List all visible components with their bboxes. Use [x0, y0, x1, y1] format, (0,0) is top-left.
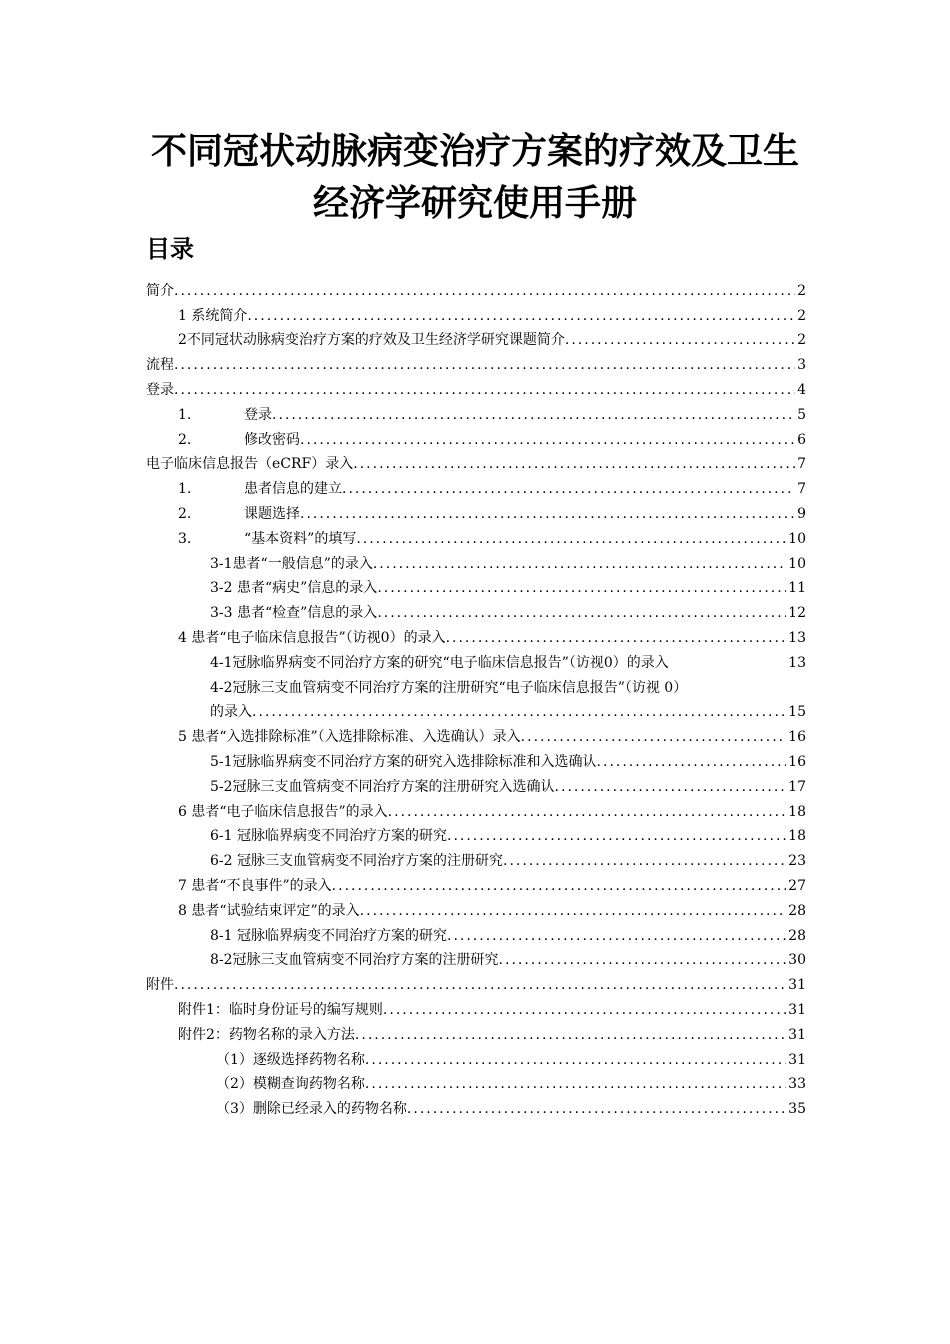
toc-page-number: 2 — [797, 282, 806, 299]
toc-dot-leader — [499, 951, 787, 969]
toc-entry[interactable] — [146, 473, 806, 498]
toc-page-number: 11 — [788, 580, 806, 597]
toc-dot-leader — [247, 307, 795, 325]
toc-dot-leader — [365, 1075, 786, 1093]
toc-page-number: 12 — [788, 605, 806, 622]
toc-page-number: 13 — [788, 654, 806, 671]
toc-entry-text: 7 患者“不良事件”的录入 — [178, 877, 332, 894]
toc-entry-label — [146, 381, 174, 399]
toc-page-number: 31 — [788, 977, 806, 994]
toc-entry-label — [178, 480, 342, 498]
toc-entry-label — [178, 629, 446, 647]
toc-entry-text: 4-1冠脉临界病变不同治疗方案的研究“电子临床信息报告”（访视0）的录入 — [210, 654, 669, 671]
toc-entry-text: 8-2冠脉三支血管病变不同治疗方案的注册研究 — [210, 952, 499, 969]
toc-entry[interactable] — [146, 969, 806, 994]
toc-entry[interactable] — [146, 895, 806, 920]
toc-entry-label — [178, 803, 388, 821]
toc-dot-leader — [521, 728, 787, 746]
toc-entry-number: 1. — [178, 481, 192, 498]
toc-dot-leader — [353, 455, 795, 473]
toc-entry[interactable] — [146, 622, 806, 647]
toc-entry-label — [178, 530, 356, 548]
toc-entry[interactable] — [146, 796, 806, 821]
toc-entry-label — [178, 406, 272, 424]
toc-entry-label — [178, 505, 300, 523]
toc-dot-leader — [383, 1001, 786, 1019]
toc-entry[interactable] — [146, 721, 806, 746]
toc-entry-label — [146, 282, 174, 300]
toc-dot-leader — [555, 778, 787, 796]
toc-entry-text: 患者信息的建立 — [244, 481, 342, 498]
toc-page-number: 6 — [797, 431, 806, 448]
toc-entry[interactable] — [146, 845, 806, 870]
toc-entry-number: 3. — [178, 530, 192, 547]
toc-entry-label — [210, 604, 377, 622]
toc-page-number: 28 — [788, 902, 806, 919]
toc-entry[interactable] — [146, 870, 806, 895]
toc-entry-text: 简介 — [146, 282, 174, 299]
toc-dot-leader — [360, 902, 787, 920]
toc-dot-leader — [272, 406, 795, 424]
toc-entry-text: 3-3 患者“检查”信息的录入 — [210, 605, 378, 622]
toc-entry-text: 4 患者“电子临床信息报告”（访视0）的录入 — [178, 629, 446, 646]
toc-entry[interactable] — [146, 548, 806, 573]
toc-dot-leader — [447, 927, 786, 945]
toc-dot-leader — [377, 604, 786, 622]
toc-entry-text: 6-1 冠脉临界病变不同治疗方案的研究 — [210, 828, 447, 845]
toc-entry[interactable] — [146, 498, 806, 523]
toc-page-number: 35 — [788, 1101, 806, 1118]
toc-entry[interactable] — [146, 647, 806, 672]
toc-page-number: 30 — [788, 952, 806, 969]
toc-entry-text: 修改密码 — [244, 431, 300, 448]
toc-entry-text: 附件2：药物名称的录入方法 — [178, 1026, 355, 1043]
toc-dot-leader — [388, 803, 787, 821]
toc-entry[interactable] — [146, 771, 806, 796]
toc-page-number: 17 — [788, 778, 806, 795]
toc-entry-label — [210, 827, 447, 845]
toc-entry-number: 2. — [178, 431, 192, 448]
toc-dot-leader — [174, 282, 795, 300]
toc-entry-label — [210, 753, 597, 771]
toc-page-number: 16 — [788, 753, 806, 770]
toc-entry-label — [178, 902, 360, 920]
toc-dot-leader — [174, 976, 786, 994]
toc-dot-leader — [377, 579, 786, 597]
toc-entry[interactable] — [146, 697, 806, 722]
toc-entry-label — [178, 1001, 383, 1019]
toc-entry-label — [210, 555, 373, 573]
toc-entry-label — [178, 431, 300, 449]
toc-page-number: 31 — [788, 1001, 806, 1018]
toc-entry-text: （3）删除已经录入的药物名称 — [216, 1101, 407, 1118]
toc-entry[interactable] — [146, 275, 806, 300]
toc-dot-leader — [407, 1100, 786, 1118]
toc-page-number: 10 — [788, 555, 806, 572]
toc-entry-text: “基本资料”的填写 — [244, 530, 357, 547]
toc-entry-label — [146, 976, 174, 994]
toc-page-number: 3 — [797, 357, 806, 374]
toc-entry[interactable] — [146, 746, 806, 771]
toc-dot-leader — [252, 703, 786, 721]
toc-entry[interactable] — [146, 523, 806, 548]
toc-dot-leader — [300, 431, 795, 449]
toc-dot-leader — [365, 1051, 786, 1069]
toc-entry[interactable] — [146, 945, 806, 970]
toc-entry-text: 附件1：临时身份证号的编写规则 — [178, 1001, 383, 1018]
toc-dot-leader — [446, 629, 787, 647]
toc-dot-leader — [565, 331, 795, 349]
toc-dot-leader — [355, 1026, 786, 1044]
toc-entry-label — [146, 356, 174, 374]
toc-entry[interactable] — [146, 597, 806, 622]
toc-entry-text: 8-1 冠脉临界病变不同治疗方案的研究 — [210, 927, 447, 944]
toc-entry[interactable] — [146, 672, 806, 697]
toc-entry-label — [210, 778, 555, 796]
toc-entry[interactable] — [146, 1019, 806, 1044]
toc-entry[interactable] — [146, 399, 806, 424]
toc-entry[interactable] — [146, 573, 806, 598]
toc-entry[interactable] — [146, 1044, 806, 1069]
table-of-contents — [146, 275, 806, 1118]
toc-dot-leader — [174, 356, 795, 374]
toc-entry-label — [146, 455, 353, 473]
toc-entry-label — [210, 679, 687, 697]
toc-entry-text: 5 患者“入选排除标准”（入选排除标准、入选确认）录入 — [178, 729, 521, 746]
toc-page-number: 23 — [788, 853, 806, 870]
toc-dot-leader — [373, 555, 786, 573]
toc-entry-text: 附件 — [146, 977, 174, 994]
toc-page-number: 10 — [788, 530, 806, 547]
toc-page-number: 28 — [788, 927, 806, 944]
toc-entry-text: （2）模糊查询药物名称 — [216, 1076, 365, 1093]
toc-entry-label — [216, 1051, 365, 1069]
toc-page-number: 4 — [797, 381, 806, 398]
toc-entry[interactable] — [146, 424, 806, 449]
toc-entry[interactable] — [146, 300, 806, 325]
toc-entry-label — [178, 331, 565, 349]
toc-entry-label — [216, 1100, 407, 1118]
toc-entry[interactable] — [146, 374, 806, 399]
toc-entry-label — [178, 728, 521, 746]
toc-dot-leader — [356, 530, 786, 548]
toc-entry[interactable] — [146, 325, 806, 350]
toc-entry-label — [178, 1026, 355, 1044]
toc-entry[interactable] — [146, 821, 806, 846]
document-title-line1: 不同冠状动脉病变治疗方案的疗效及卫生 — [150, 131, 799, 172]
toc-entry-text: 6 患者“电子临床信息报告”的录入 — [178, 803, 388, 820]
toc-page-number: 16 — [788, 729, 806, 746]
toc-page-number: 15 — [788, 704, 806, 721]
toc-entry-text: 的录入 — [210, 704, 252, 721]
toc-page-number: 9 — [797, 505, 806, 522]
toc-entry[interactable] — [146, 920, 806, 945]
toc-entry-text: 5-1冠脉临界病变不同治疗方案的研究入选排除标准和入选确认 — [210, 753, 597, 770]
toc-page-number: 31 — [788, 1026, 806, 1043]
toc-entry[interactable] — [146, 1069, 806, 1094]
toc-dot-leader — [332, 877, 787, 895]
toc-dot-leader — [503, 852, 786, 870]
toc-entry-text: （1）逐级选择药物名称 — [216, 1051, 365, 1068]
toc-page-number: 18 — [788, 803, 806, 820]
toc-entry-label — [210, 654, 669, 672]
toc-entry-text: 登录 — [146, 381, 174, 398]
toc-entry-text: 2不同冠状动脉病变治疗方案的疗效及卫生经济学研究课题简介 — [178, 332, 565, 349]
toc-entry-label — [210, 579, 377, 597]
toc-page-number: 13 — [788, 629, 806, 646]
toc-dot-leader — [342, 480, 795, 498]
toc-entry-label — [216, 1075, 365, 1093]
toc-dot-leader — [300, 505, 795, 523]
toc-entry-text: 电子临床信息报告（eCRF）录入 — [146, 456, 354, 473]
toc-page-number: 18 — [788, 828, 806, 845]
toc-entry-text: 课题选择 — [244, 505, 300, 522]
toc-dot-leader — [174, 381, 795, 399]
toc-entry-text: 5-2冠脉三支血管病变不同治疗方案的注册研究入选确认 — [210, 778, 555, 795]
toc-entry-text: 3-2 患者“病史”信息的录入 — [210, 580, 378, 597]
document-title-line2: 经济学研究使用手册 — [312, 183, 637, 224]
toc-heading: 目录 — [146, 235, 194, 263]
toc-entry-number: 1. — [178, 406, 192, 423]
toc-dot-leader — [597, 753, 787, 771]
toc-entry-label — [210, 927, 447, 945]
toc-page-number: 2 — [797, 332, 806, 349]
toc-entry-text: 4-2冠脉三支血管病变不同治疗方案的注册研究“电子临床信息报告”（访视 0） — [210, 679, 688, 696]
toc-page-number: 27 — [788, 877, 806, 894]
toc-page-number: 2 — [797, 307, 806, 324]
toc-entry[interactable] — [146, 994, 806, 1019]
toc-dot-leader — [447, 827, 786, 845]
toc-entry-label — [210, 703, 252, 721]
toc-entry-label — [210, 951, 499, 969]
toc-page-number: 7 — [797, 481, 806, 498]
toc-entry-text: 6-2 冠脉三支血管病变不同治疗方案的注册研究 — [210, 853, 503, 870]
toc-entry-text: 3-1患者“一般信息”的录入 — [210, 555, 373, 572]
toc-entry-text: 登录 — [244, 406, 272, 423]
toc-entry-text: 1 系统简介 — [178, 307, 248, 324]
toc-page-number: 33 — [788, 1076, 806, 1093]
toc-entry[interactable] — [146, 1093, 806, 1118]
toc-entry-text: 流程 — [146, 357, 174, 374]
toc-page-number: 31 — [788, 1051, 806, 1068]
toc-entry-label — [210, 852, 503, 870]
toc-entry-number: 2. — [178, 505, 192, 522]
toc-entry-label — [178, 877, 332, 895]
toc-entry-text: 8 患者“试验结束评定”的录入 — [178, 902, 360, 919]
toc-entry[interactable] — [146, 349, 806, 374]
toc-page-number: 7 — [797, 456, 806, 473]
toc-entry-label — [178, 307, 247, 325]
toc-entry[interactable] — [146, 449, 806, 474]
toc-page-number: 5 — [797, 406, 806, 423]
